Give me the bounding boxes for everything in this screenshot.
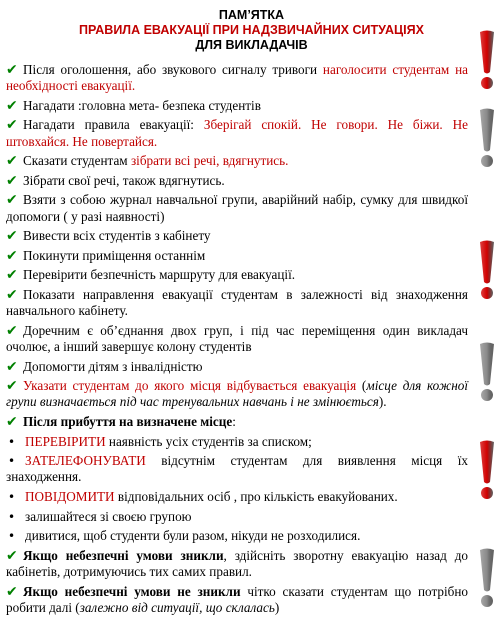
rule-item — [6, 173, 468, 189]
rule-item — [6, 434, 468, 450]
check-mark-icon: ✔ — [6, 358, 18, 375]
rule-text: наявність усіх студентів за списком; — [105, 433, 312, 449]
check-mark-icon: ✔ — [6, 192, 18, 209]
check-mark-icon: ✔ — [6, 413, 18, 430]
rule-text: залежно від ситуації, що склалась — [79, 599, 275, 615]
exclamation-icon — [476, 440, 498, 502]
rule-text: Якщо небезпечні умови не зникли — [23, 583, 241, 599]
exclamation-icon — [476, 30, 498, 92]
rule-text: ) — [274, 599, 280, 615]
check-mark-icon: ✔ — [6, 228, 18, 245]
rule-text: Взяти з собою журнал навчальної групи, аварійний набір, сумку для швидкої допомоги ( у разі наявності) — [6, 192, 468, 224]
check-mark-icon: ✔ — [6, 322, 18, 339]
rule-item — [6, 287, 468, 319]
rule-text: місце для кожної групи визначається під час тренувальних навчань і не змінюється — [6, 378, 468, 410]
bullet-icon: • — [8, 529, 16, 544]
check-mark-icon: ✔ — [6, 117, 18, 134]
rule-item — [6, 359, 468, 375]
rule-text: Нагадати :головна мета- безпека студентів — [23, 97, 261, 113]
rule-item — [6, 98, 468, 114]
rule-item — [6, 192, 468, 224]
rule-item — [6, 323, 468, 355]
memo-audience: ДЛЯ ВИКЛАДАЧІВ — [195, 38, 308, 52]
exclamation-icon — [476, 342, 498, 404]
rule-text: ). — [378, 394, 387, 410]
check-mark-icon: ✔ — [6, 97, 18, 114]
check-mark-icon: ✔ — [6, 583, 18, 600]
rule-text: Доречним є об’єднання двох груп, і під час переміщення один викладач очолює, а інший завершує колону студентів — [6, 322, 468, 354]
check-mark-icon: ✔ — [6, 267, 18, 284]
rule-item — [6, 267, 468, 283]
memo-subtitle: ПРАВИЛА ЕВАКУАЦІЇ ПРИ НАДЗВИЧАЙНИХ СИТУАЦІЯХ — [79, 23, 424, 37]
check-mark-icon: ✔ — [6, 62, 18, 78]
bullet-icon: • — [8, 509, 16, 524]
rule-item — [6, 248, 468, 264]
check-mark-icon: ✔ — [6, 286, 18, 303]
exclamation-icon — [476, 108, 498, 170]
rule-text: чітко сказати студентам що потрібно робити далі ( — [6, 583, 469, 615]
rule-text: дивитися, щоб студенти були разом, нікуди не розходилися. — [25, 528, 361, 544]
rule-text: Сказати студентам — [23, 153, 131, 169]
rule-item — [6, 228, 468, 244]
memo-header — [0, 0, 503, 53]
rule-text: ( — [356, 378, 367, 394]
rule-item — [6, 378, 468, 410]
rule-text: , здійсніть зворотну евакуацію назад до кабінетів, дотримуючись тих самих правил. — [6, 547, 469, 579]
rule-text: Після прибуття на визначене місце — [23, 413, 233, 429]
rule-item — [6, 548, 468, 580]
exclamation-icon — [476, 240, 498, 302]
bullet-icon: • — [8, 489, 16, 504]
check-mark-icon: ✔ — [6, 172, 18, 189]
bullet-icon: • — [8, 434, 16, 449]
rule-text: відповідальних осіб , про кількість евакуйованих. — [114, 488, 398, 504]
rule-item — [6, 153, 468, 169]
rule-text: Нагадати правила евакуації: — [23, 117, 204, 133]
rule-item — [6, 453, 468, 485]
rule-item — [6, 117, 468, 149]
rule-item — [6, 584, 468, 616]
rule-text: Зберігай спокій. Не говори. Не біжи. Не штовхайся. Не повертайся. — [6, 117, 468, 149]
rule-text: Покинути приміщення останнім — [23, 247, 206, 263]
rule-item — [6, 528, 468, 544]
rule-text: Перевірити безпечність маршруту для евакуації. — [23, 267, 296, 283]
rule-text: залишайтеся зі своєю групою — [25, 508, 192, 524]
rule-text: ПОВІДОМИТИ — [25, 488, 115, 504]
rule-text: Показати направлення евакуації студентам в залежності від знаходження навчального кабінету. — [6, 286, 468, 319]
rule-item — [6, 489, 468, 505]
rule-text: відсутнім студентам для виявлення місця їх знаходження. — [6, 453, 468, 485]
bullet-icon: • — [8, 454, 16, 469]
rules-list — [6, 62, 468, 619]
rule-text: Вивести всіх студентів з кабінету — [23, 228, 211, 244]
rule-text: Якщо небезпечні умови зникли — [23, 547, 224, 563]
rule-text: ЗАТЕЛЕФОНУВАТИ — [25, 453, 146, 469]
rule-text: наголосити студентам на необхідності евакуації. — [6, 62, 468, 94]
check-mark-icon: ✔ — [6, 378, 18, 395]
rule-text: Допомогти дітям з інвалідністю — [23, 358, 203, 374]
rule-text: зібрати всі речі, вдягнутись. — [130, 153, 289, 169]
rule-text: : — [232, 413, 236, 429]
exclamation-icon — [476, 548, 498, 610]
check-mark-icon: ✔ — [6, 153, 18, 170]
rule-item — [6, 62, 468, 94]
rule-text: Після оголошення, або звукового сигналу тривоги — [23, 62, 323, 77]
check-mark-icon: ✔ — [6, 547, 18, 564]
rule-text: Указати студентам до якого місця відбувається евакуація — [23, 378, 357, 394]
rule-text: Зібрати свої речі, також вдягнутись. — [23, 172, 225, 188]
check-mark-icon: ✔ — [6, 247, 18, 264]
rule-item — [6, 509, 468, 525]
rule-item — [6, 414, 468, 430]
rule-text: ПЕРЕВІРИТИ — [25, 433, 106, 449]
memo-title: ПАМ’ЯТКА — [218, 8, 285, 22]
